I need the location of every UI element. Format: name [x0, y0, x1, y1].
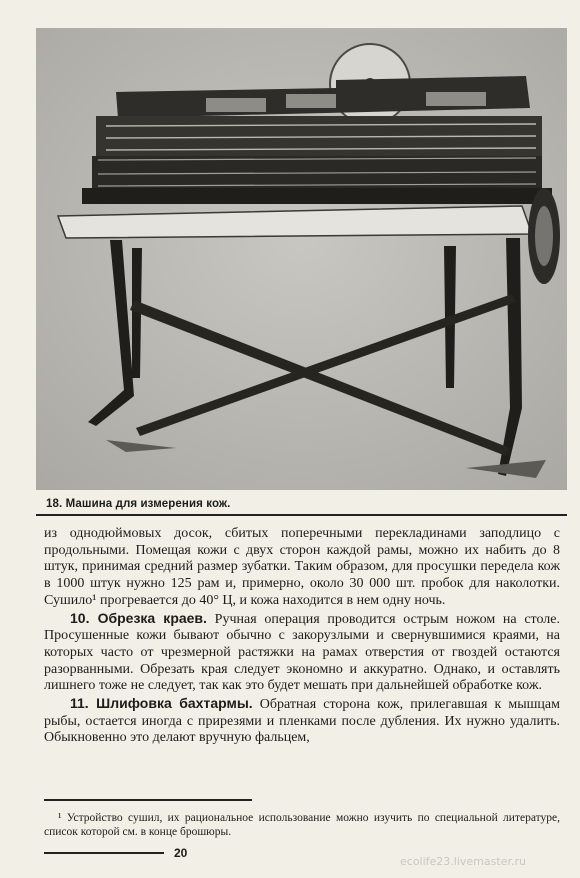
footnote-divider: [44, 799, 252, 801]
paragraph-1: [44, 526, 560, 610]
figure-caption: 18. Машина для измерения кож.: [46, 498, 231, 510]
paragraph-2: [44, 610, 560, 696]
paragraph-1-text: из однодюймовых досок, сбитых поперечными перекладинами заподлицо с продольными. Помещая кожи с двух сторон каждой рамы, можно их набить до 8 штук, принимая средний размер зубатки. Таким образом, для просушки передела кож в 1000 штук нужно 125 рам и, примерно, около 30 000 шт. пробок для наколотки. Сушило¹ прогревается до 40° Ц, и кожа находится в нем одну ночь.: [44, 526, 560, 608]
paragraph-3-text: Обратная сторона кож, прилегавшая к мышцам рыбы, остается иногда с прирезями и пленками после дубления. Их нужно удалить. Обыкновенно это делают вручную фальцем,: [44, 697, 560, 746]
page-number-rule: [44, 852, 164, 854]
paragraph-2-text: Ручная операция проводится острым ножом на столе. Просушенные кожи бывают обычно с закорузлыми и свернувшимися краями, на которых часто от чрезмерной растяжки на рамах отверстия от гвоздей остаются разорванными. Обрезать края следует экономно и аккуратно. Однако, и оставлять лишнего тоже не следует, так как это будет мешать при дальнейшей обработке кож.: [44, 611, 560, 694]
paragraph-3: [44, 695, 560, 747]
section-heading-11: 11. Шлифовка бахтармы.: [70, 695, 253, 712]
section-heading-10: 10. Обрезка краев.: [70, 609, 207, 626]
caption-divider: [36, 514, 567, 516]
machine-photo: [36, 28, 567, 490]
footnote: ¹ Устройство сушил, их рациональное использование можно изучить по специальной литературе, список которой см. в конце брошюры.: [44, 812, 560, 838]
watermark: ecolife23.livemaster.ru: [400, 855, 526, 868]
body-text: [44, 526, 560, 747]
machine-illustration: [36, 28, 567, 490]
page-number: 20: [174, 846, 188, 860]
